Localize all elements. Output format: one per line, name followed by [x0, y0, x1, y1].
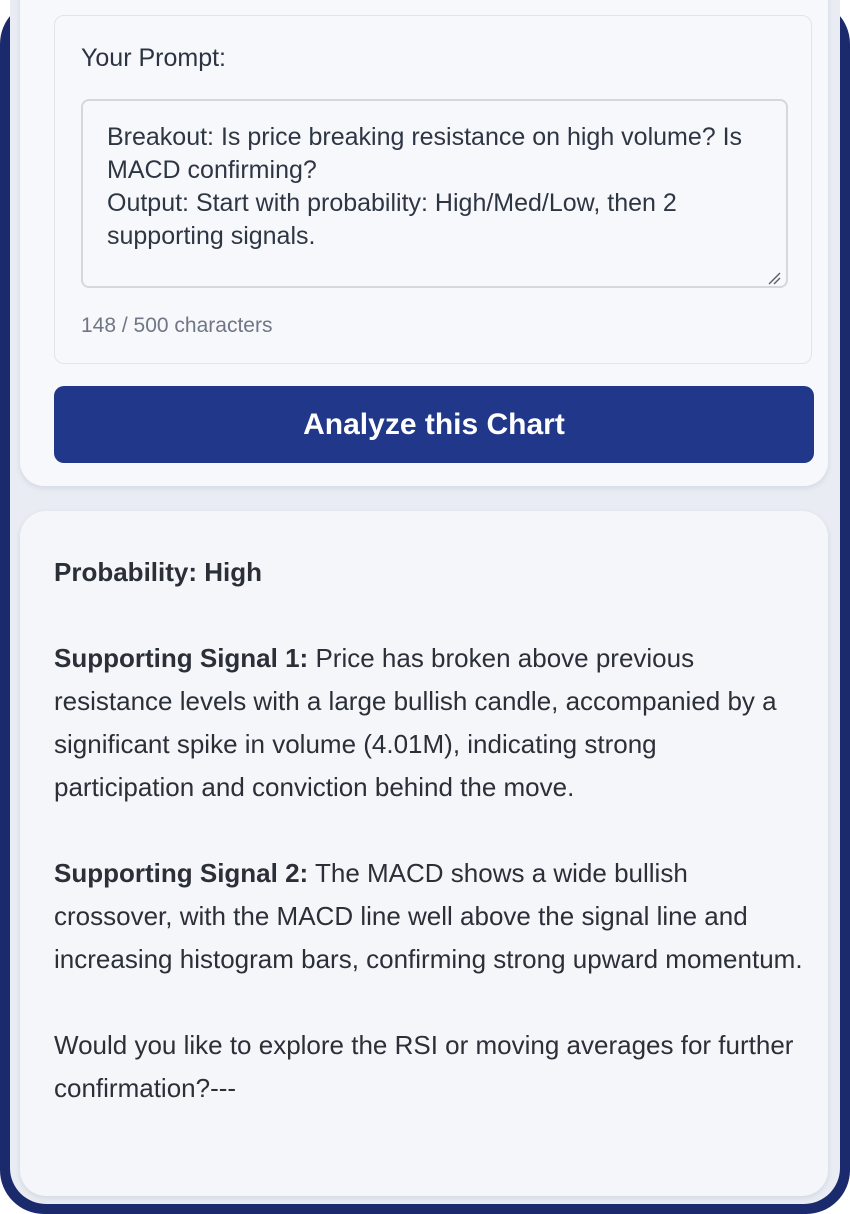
- analysis-result-card: [20, 511, 828, 1196]
- app-screen: [10, 0, 840, 1204]
- signal-2-label: Supporting Signal 2:: [54, 858, 309, 888]
- analysis-result-text: [54, 551, 804, 1153]
- resize-grip-icon[interactable]: [767, 271, 781, 285]
- character-count: 148 / 500 characters: [81, 314, 273, 337]
- prompt-label: Your Prompt:: [81, 44, 226, 72]
- signal-1-label: Supporting Signal 1:: [54, 643, 309, 673]
- prompt-panel: [54, 15, 812, 364]
- prompt-textarea[interactable]: Breakout: Is price breaking resistance on high volume? Is MACD confirming? Output: Start with probability: High/Med/Low, then 2 supporting signals.: [81, 99, 788, 288]
- supporting-signal-1: [54, 637, 804, 809]
- signal-2-text: The MACD shows a wide bullish crossover, with the MACD line well above the signal line and increasing histogram bars, confirming strong upward momentum.: [54, 858, 803, 974]
- analyze-chart-button[interactable]: Analyze this Chart: [54, 386, 814, 463]
- probability-line: Probability: High: [54, 557, 262, 587]
- follow-up-question: Would you like to explore the RSI or moving averages for further confirmation?---: [54, 1030, 794, 1103]
- signal-1-text: Price has broken above previous resistance levels with a large bullish candle, accompanied by a significant spike in volume (4.01M), indicating strong participation and conviction behind the move.: [54, 643, 777, 802]
- supporting-signal-2: [54, 852, 804, 981]
- prompt-card: [20, 0, 828, 486]
